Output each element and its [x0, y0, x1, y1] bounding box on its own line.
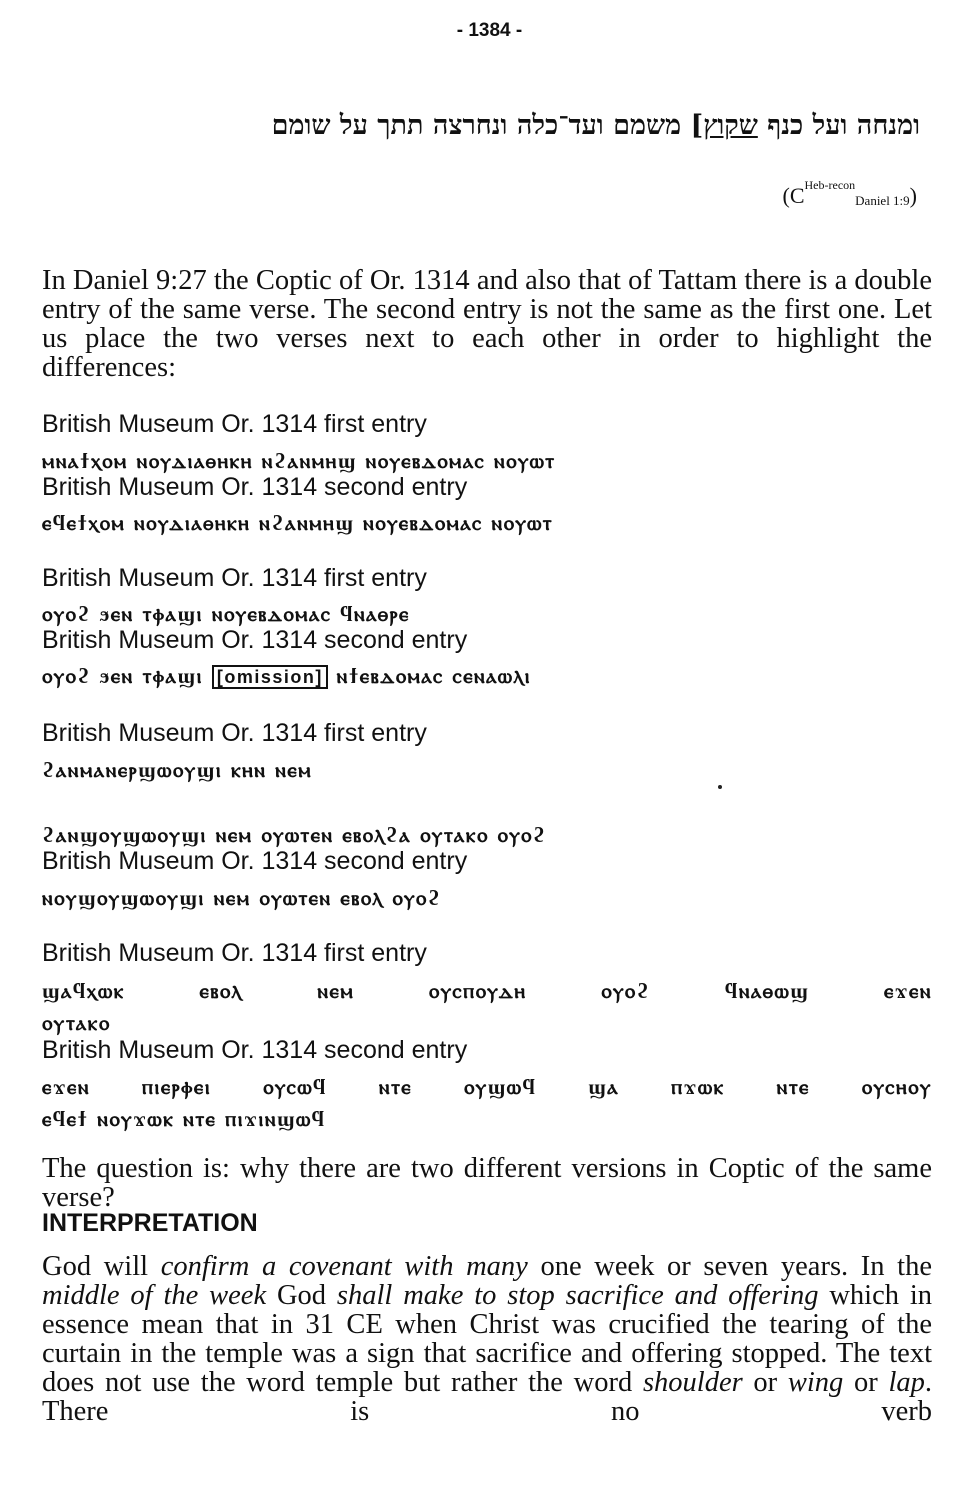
citation-c: C — [789, 183, 805, 208]
interp-text-7: . There is no verb — [42, 1367, 932, 1427]
entry-2-first-coptic: ⲟⲩⲟϩ ϧⲉⲛ ⲧⲫⲁϣⲓ ⲛⲟⲩⲉⲃⲇⲟⲙⲁⲥ ϥⲛⲁⲑⲣⲉ — [42, 601, 410, 626]
interp-italic-3: shall make to stop sacrifice and offering — [336, 1280, 819, 1311]
entry-2-first-label: British Museum Or. 1314 first entry — [42, 564, 427, 592]
entry-2-second-coptic-b: ⲛϯⲉⲃⲇⲟⲙⲁⲥ ⲥⲉⲛⲁⲱⲗⲓ — [336, 663, 532, 688]
entry-3-second-label: British Museum Or. 1314 second entry — [42, 847, 468, 875]
entry-3-first-label: British Museum Or. 1314 first entry — [42, 719, 427, 747]
interp-text-6: or — [843, 1367, 889, 1398]
entry-4-first-coptic-line1: ϣⲁϥⲭⲱⲕ ⲉⲃⲟⲗ ⲛⲉⲙ ⲟⲩⲥⲡⲟⲩⲇⲏ ⲟⲩⲟϩ ϥⲛⲁⲑⲱϣ ⲉϫⲉⲛ — [42, 978, 932, 1003]
hebrew-text-after: ] משמם ועד־כלה ונחרצה תתך על שומם — [271, 110, 704, 141]
stray-mark — [718, 785, 722, 789]
entry-1-second-coptic: ⲉϥⲉϯⲭⲟⲙ ⲛⲟⲩⲇⲓⲁⲑⲏⲕⲏ ⲛϩⲁⲛⲙⲏϣ ⲛⲟⲩⲉⲃⲇⲟⲙⲁⲥ ⲛⲟⲩⲱⲧ — [42, 510, 554, 535]
entry-3-first-coptic-line1: ϩⲁⲛⲙⲁⲛⲉⲣϣⲱⲟⲩϣⲓ ⲕⲏⲛ ⲛⲉⲙ — [42, 757, 313, 782]
question-paragraph: The question is: why there are two different versions in Coptic of the same verse? — [42, 1153, 932, 1213]
omission-box: [omission] — [212, 665, 328, 689]
interp-text-3: God — [266, 1280, 337, 1311]
interp-text-2: one week or seven years. In the — [527, 1251, 932, 1282]
interp-text-1: God will — [42, 1251, 161, 1282]
interp-text-5: or — [742, 1367, 788, 1398]
page-number: - 1384 - — [456, 20, 523, 41]
interp-italic-4: shoulder — [642, 1367, 743, 1398]
citation-sub: Daniel 1:9 — [855, 193, 910, 208]
entry-4-first-coptic-line2: ⲟⲩⲧⲁⲕⲟ — [42, 1010, 111, 1035]
hebrew-verse — [60, 110, 920, 142]
interpretation-paragraph — [42, 1252, 932, 1426]
interp-italic-5: wing — [787, 1367, 844, 1398]
citation-sup: Heb-recon — [804, 178, 856, 192]
interp-italic-6: lap — [888, 1367, 925, 1398]
intro-paragraph: In Daniel 9:27 the Coptic of Or. 1314 and also that of Tattam there is a double entry of the same verse. The second entry is not the same as the first one. Let us place the two verses next to each other in order to highlight the differences: — [42, 265, 932, 383]
entry-4-second-coptic-line2: ⲉϥⲉϯ ⲛⲟⲩϫⲱⲕ ⲛⲧⲉ ⲡⲓϫⲓⲛϣⲱϥ — [42, 1106, 326, 1131]
entry-1-first-coptic: ⲙⲛⲁϯⲭⲟⲙ ⲛⲟⲩⲇⲓⲁⲑⲏⲕⲏ ⲛϩⲁⲛⲙⲏϣ ⲛⲟⲩⲉⲃⲇⲟⲙⲁⲥ ⲛⲟⲩⲱⲧ — [42, 448, 556, 473]
hebrew-text-before: ומנחה ועל כנף — [757, 110, 920, 141]
entry-3-first-coptic-line2: ϩⲁⲛϣⲟⲩϣⲱⲟⲩϣⲓ ⲛⲉⲙ ⲟⲩⲱⲧⲉⲛ ⲉⲃⲟⲗϩⲁ ⲟⲩⲧⲁⲕⲟ ⲟⲩⲟϩ — [42, 822, 547, 847]
entry-2-second-label: British Museum Or. 1314 second entry — [42, 626, 468, 654]
entry-4-second-coptic-line1: ⲉϫⲉⲛ ⲡⲓⲉⲣⲫⲉⲓ ⲟⲩⲥⲱϥ ⲛⲧⲉ ⲟⲩϣⲱϥ ϣⲁ ⲡϫⲱⲕ ⲛⲧⲉ ⲟⲩⲥⲏⲟⲩ — [42, 1074, 932, 1099]
entry-1-second-label: British Museum Or. 1314 second entry — [42, 473, 468, 501]
hebrew-underlined-word: שקוץ — [703, 110, 758, 141]
entry-4-second-label: British Museum Or. 1314 second entry — [42, 1036, 468, 1064]
interp-italic-1: confirm a covenant with many — [160, 1251, 528, 1282]
interp-italic-2: middle of the week — [42, 1280, 267, 1311]
entry-1-first-label: British Museum Or. 1314 first entry — [42, 410, 427, 438]
entry-4-first-label: British Museum Or. 1314 first entry — [42, 939, 427, 967]
entry-3-second-coptic: ⲛⲟⲩϣⲟⲩϣⲱⲟⲩϣⲓ ⲛⲉⲙ ⲟⲩⲱⲧⲉⲛ ⲉⲃⲟⲗ ⲟⲩⲟϩ — [42, 885, 442, 910]
entry-2-second-coptic-a: ⲟⲩⲟϩ ϧⲉⲛ ⲧⲫⲁϣⲓ — [42, 663, 204, 688]
entry-2-second-coptic — [42, 661, 932, 692]
citation: $(C^{Heb-recon}_{Daniel 1:9})$ — [782, 178, 917, 208]
interpretation-heading: INTERPRETATION — [42, 1209, 258, 1237]
interp-text-4: which in essence mean that in 31 CE when Christ was crucified the tearing of the curtain in the temple was a sign that sacrifice and offering stopped. The text does not use the word temple but rather the word — [42, 1280, 932, 1398]
